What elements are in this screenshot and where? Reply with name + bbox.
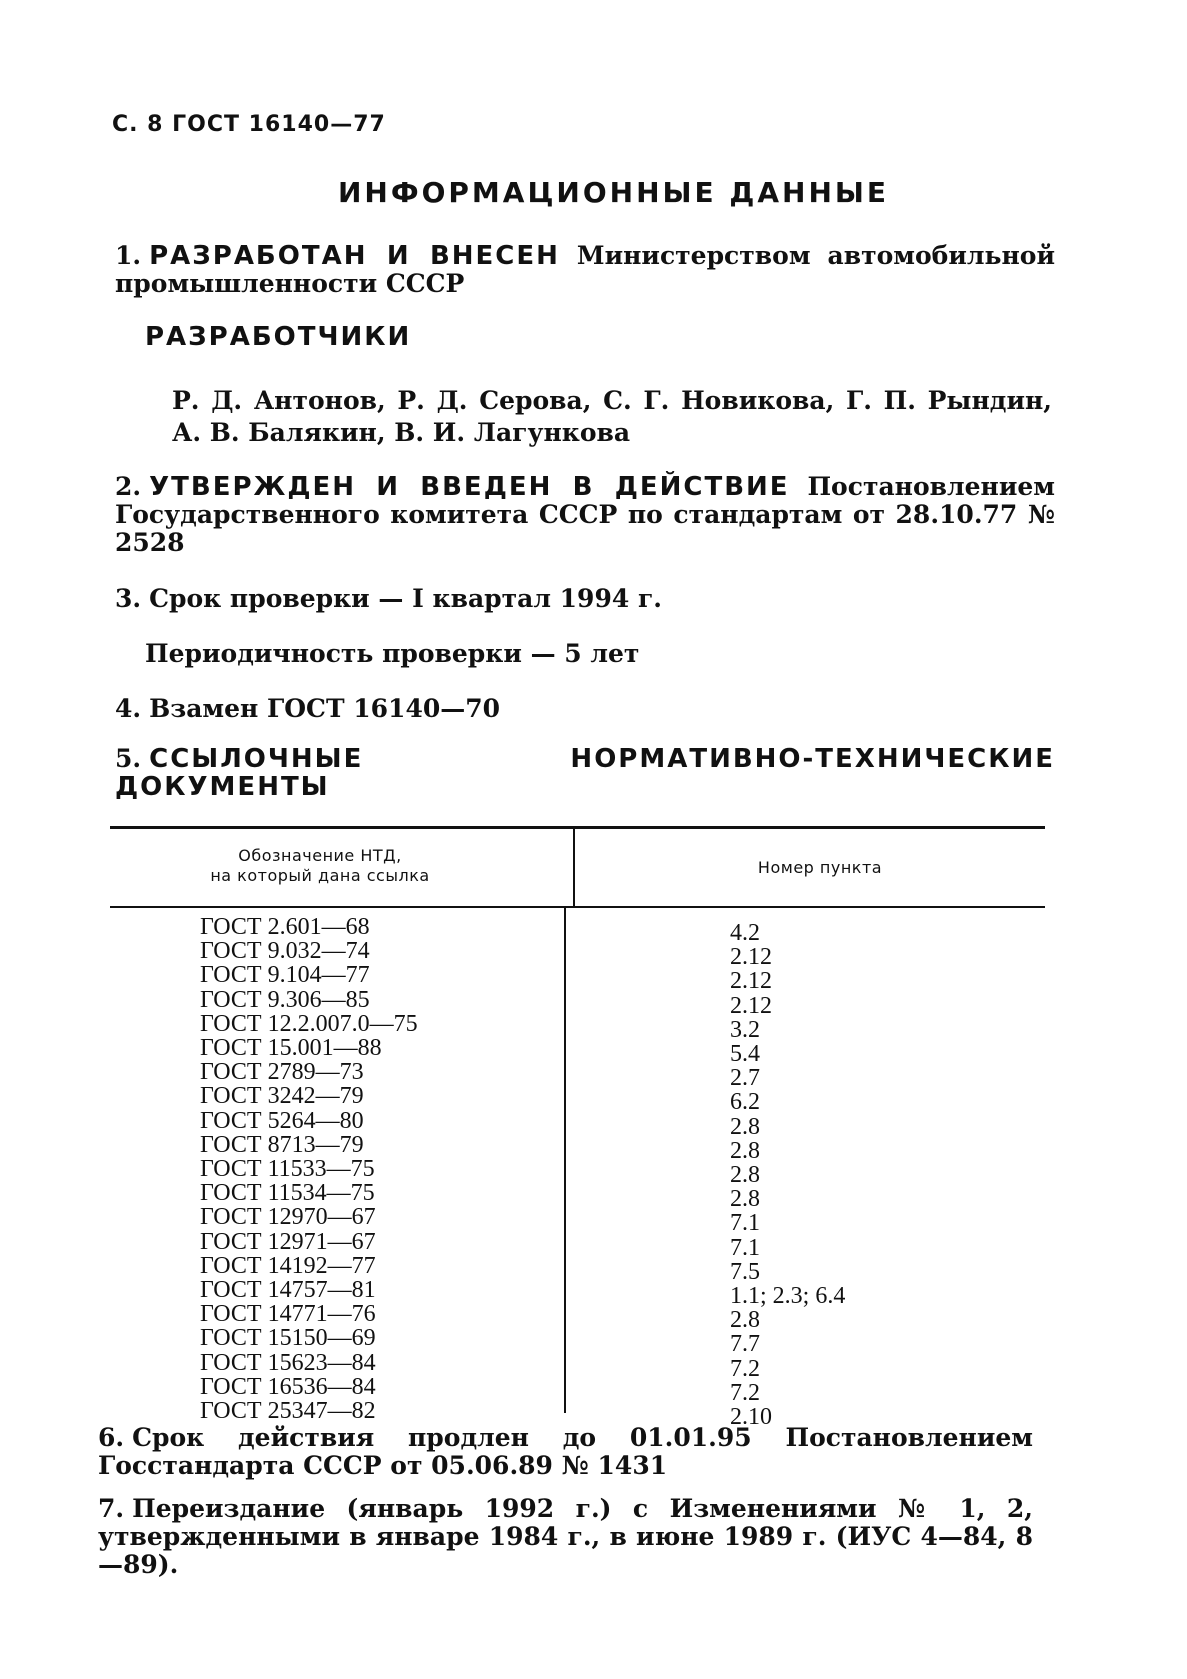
- item-5-number: 5.: [115, 744, 142, 773]
- table-row-doc: ГОСТ 16536—84: [200, 1373, 376, 1400]
- table-row-clause: 2.8: [730, 1186, 760, 1213]
- table-doc-column: [200, 915, 418, 1423]
- table-row-clause: 6.2: [730, 1089, 760, 1116]
- item-5-caps: ССЫЛОЧНЫЕ НОРМАТИВНО-ТЕХНИЧЕСКИЕ ДОКУМЕНТЫ: [115, 744, 1055, 802]
- table-row-clause: 7.7: [730, 1331, 760, 1358]
- item-1-number: 1.: [115, 241, 142, 270]
- item-2-text: Постановлением Государственного комитета СССР по стандартам от 28.10.77 № 2528: [115, 472, 1055, 557]
- table-row-doc: ГОСТ 15.001—88: [200, 1035, 382, 1062]
- table-row-doc: ГОСТ 25347—82: [200, 1398, 376, 1425]
- item-7-text: Переиздание (январь 1992 г.) с Изменениями № 1, 2, утвержденными в январе 1984 г., в июне 1989 г. (ИУС 4—84, 8—89).: [98, 1494, 1033, 1579]
- table-row-doc: ГОСТ 12.2.007.0—75: [200, 1010, 418, 1037]
- developers-names: Р. Д. Антонов, Р. Д. Серова, С. Г. Новикова, Г. П. Рындин, А. В. Балякин, В. И. Лагункова: [172, 386, 1052, 447]
- item-1: [115, 242, 1055, 298]
- table-row-clause: 2.12: [730, 968, 772, 995]
- table-clause-column: [730, 921, 845, 1429]
- table-row-clause: 2.8: [730, 1307, 760, 1334]
- table-row-doc: ГОСТ 15623—84: [200, 1349, 376, 1376]
- table-row-doc: ГОСТ 9.032—74: [200, 938, 370, 965]
- page-title: ИНФОРМАЦИОННЫЕ ДАННЫЕ: [337, 176, 890, 209]
- table-row-clause: 4.2: [730, 920, 760, 946]
- table-header-left: [160, 846, 480, 886]
- table-row-doc: ГОСТ 14771—76: [200, 1301, 376, 1328]
- table-row-clause: 2.7: [730, 1065, 760, 1092]
- table-row-doc: ГОСТ 8713—79: [200, 1131, 364, 1158]
- table-top-rule: [110, 826, 1045, 829]
- table-row-doc: ГОСТ 11534—75: [200, 1180, 375, 1207]
- table-row-clause: 7.5: [730, 1258, 760, 1285]
- table-row-doc: ГОСТ 14192—77: [200, 1252, 376, 1279]
- table-row-clause: 1.1; 2.3; 6.4: [730, 1283, 846, 1310]
- table-body-divider: [564, 908, 566, 1413]
- table-header-left-line2: на который дана ссылка: [210, 866, 430, 885]
- table-row-doc: ГОСТ 9.306—85: [200, 986, 370, 1013]
- item-2-number: 2.: [115, 472, 142, 501]
- table-row-clause: 2.8: [730, 1113, 760, 1140]
- table-row-doc: ГОСТ 12971—67: [200, 1228, 376, 1255]
- table-row-doc: ГОСТ 3242—79: [200, 1083, 364, 1110]
- item-7: [98, 1495, 1033, 1579]
- table-header-right: Номер пункта: [757, 858, 883, 877]
- item-6: [98, 1424, 1033, 1480]
- table-header-left-line1: Обозначение НТД,: [238, 846, 402, 865]
- table-row-clause: 2.10: [730, 1404, 772, 1431]
- table-row-clause: 2.8: [730, 1162, 760, 1189]
- table-row-doc: ГОСТ 2.601—68: [200, 914, 370, 940]
- table-row-clause: 7.2: [730, 1379, 760, 1406]
- item-2: [115, 473, 1055, 557]
- developers-heading: РАЗРАБОТЧИКИ: [145, 322, 412, 352]
- item-4-number: 4.: [115, 694, 142, 723]
- table-row-clause: 2.12: [730, 944, 772, 971]
- item-3-text: Срок проверки — I квартал 1994 г.: [149, 584, 662, 613]
- table-row-clause: 2.12: [730, 992, 772, 1019]
- item-7-number: 7.: [98, 1494, 125, 1523]
- table-row-clause: 7.1: [730, 1234, 760, 1261]
- table-row-clause: 2.8: [730, 1137, 760, 1164]
- item-6-number: 6.: [98, 1423, 125, 1452]
- table-row-clause: 3.2: [730, 1016, 760, 1043]
- table-row-doc: ГОСТ 2789—73: [200, 1059, 364, 1086]
- table-row-clause: 7.1: [730, 1210, 760, 1237]
- item-4-text: Взамен ГОСТ 16140—70: [149, 694, 501, 723]
- item-3: [115, 585, 1055, 613]
- table-row-clause: 7.2: [730, 1355, 760, 1382]
- periodicity: Периодичность проверки — 5 лет: [145, 639, 640, 668]
- table-header-rule: [110, 906, 1045, 908]
- item-1-text: Министерством автомобильной промышленности СССР: [115, 241, 1055, 298]
- item-5: [115, 745, 1055, 801]
- item-2-caps: УТВЕРЖДЕН И ВВЕДЕН В ДЕЙСТВИЕ: [149, 472, 790, 502]
- table-row-doc: ГОСТ 15150—69: [200, 1325, 376, 1352]
- page-header: С. 8 ГОСТ 16140—77: [112, 112, 386, 137]
- table-row-clause: 5.4: [730, 1041, 760, 1068]
- item-1-caps: РАЗРАБОТАН И ВНЕСЕН: [149, 241, 560, 271]
- table-row-doc: ГОСТ 14757—81: [200, 1277, 376, 1304]
- table-row-doc: ГОСТ 5264—80: [200, 1107, 364, 1134]
- table-row-doc: ГОСТ 12970—67: [200, 1204, 376, 1231]
- table-row-doc: ГОСТ 11533—75: [200, 1156, 375, 1183]
- table-row-doc: ГОСТ 9.104—77: [200, 962, 370, 989]
- item-3-number: 3.: [115, 584, 142, 613]
- item-4: [115, 695, 500, 723]
- table-header-divider: [573, 829, 575, 906]
- item-6-text: Срок действия продлен до 01.01.95 Постановлением Госстандарта СССР от 05.06.89 № 1431: [98, 1423, 1033, 1480]
